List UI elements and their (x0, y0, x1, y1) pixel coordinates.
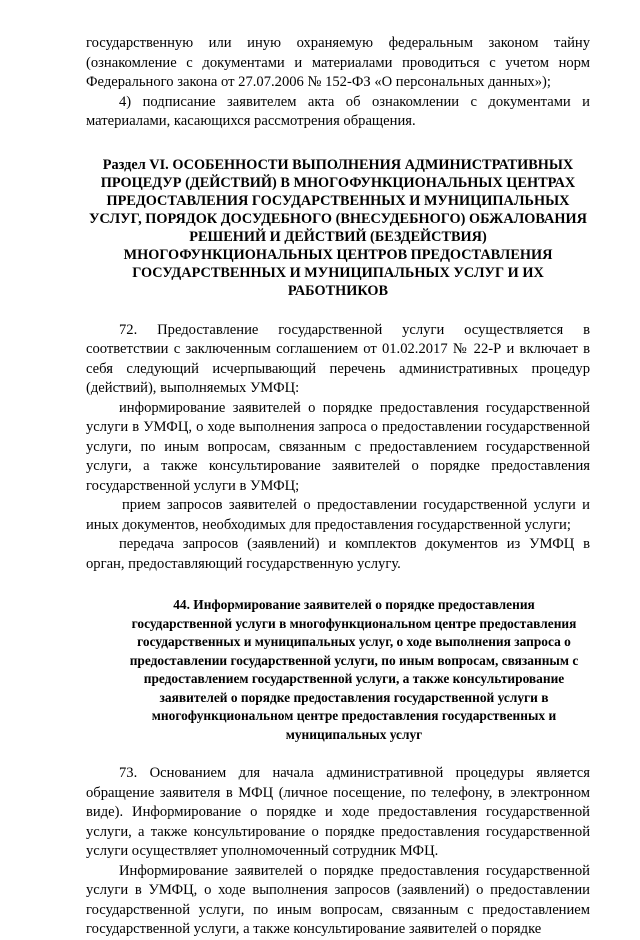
paragraph-informing-details: Информирование заявителей о порядке предоставления государственной услуги в УМФЦ, о ходе выполнения запросов (заявлений) о предоставлении государственной услуги, по иным вопросам, связанным с предоставлением государственной услуги, а также консультирование заявителей о порядке (86, 862, 590, 937)
paragraph-73: 73. Основанием для начала административной процедуры является обращение заявителя в МФЦ (личное посещение, по телефону, в электронном виде). Информирование о порядке и ходе предоставления государственной услуги, а также консультирование о порядке предоставления государственной услуги осуществляет уполномоченный сотрудник МФЦ. (86, 765, 590, 859)
paragraph-transfer: передача запросов (заявлений) и комплектов документов из УМФЦ в орган, предоставляющий государственную услугу. (86, 536, 590, 572)
paragraph-reception: прием запросов заявителей о предоставлении государственной услуги и иных документов, необходимых для предоставления государственной услуги; (86, 497, 590, 533)
paragraph-72: 72. Предоставление государственной услуги осуществляется в соответствии с заключенным соглашением от 01.02.2017 № 22-Р и включает в себя следующий исчерпывающий перечень административных процедур (действий), выполняемых УМФЦ: (86, 321, 590, 396)
paragraph-informing: информирование заявителей о порядке предоставления государственной услуги в УМФЦ, о ходе выполнения запроса о предоставлении государственной услуги, по иным вопросам, связанным с предоставлением государственной услуги, а также консультирование заявителей о порядке предоставления государственной услуги в УМФЦ; (86, 399, 590, 494)
section-heading: Раздел VI. ОСОБЕННОСТИ ВЫПОЛНЕНИЯ АДМИНИСТРАТИВНЫХ ПРОЦЕДУР (ДЕЙСТВИЙ) В МНОГОФУНКЦИОНАЛЬНЫХ ЦЕНТРАХ ПРЕДОСТАВЛЕНИЯ ГОСУДАРСТВЕННЫХ И МУНИЦИПАЛЬНЫХ УСЛУГ, ПОРЯДОК ДОСУДЕБНОГО (ВНЕСУДЕБНОГО) ОБЖАЛОВАНИЯ РЕШЕНИЙ И ДЕЙСТВИЙ (БЕЗДЕЙСТВИЯ) МНОГОФУНКЦИОНАЛЬНЫХ ЦЕНТРОВ ПРЕДОСТАВЛЕНИЯ ГОСУДАРСТВЕННЫХ И МУНИЦИПАЛЬНЫХ УСЛУГ И ИХ РАБОТНИКОВ (89, 156, 587, 299)
subsection-heading: 44. Информирование заявителей о порядке предоставления государственной услуги в многофункциональном центре предоставления государственных и муниципальных услуг, о ходе выполнения запроса о предоставлении государственной услуги, по иным вопросам, связанным с предоставлением государственной услуги, а также консультирование заявителей о порядке предоставления государственной услуги в многофункциональном центре предоставления государственных и муниципальных услуг (129, 597, 579, 742)
paragraph-top-1: государственную или иную охраняемую федеральным законом тайну (ознакомление с документами и материалами проводиться с учетом норм Федерального закона от 27.07.2006 № 152-ФЗ «О персональных данных»); (86, 35, 590, 90)
paragraph-top-2: 4) подписание заявителем акта об ознакомлении с документами и материалами, касающихся рассмотрения обращения. (86, 93, 590, 129)
